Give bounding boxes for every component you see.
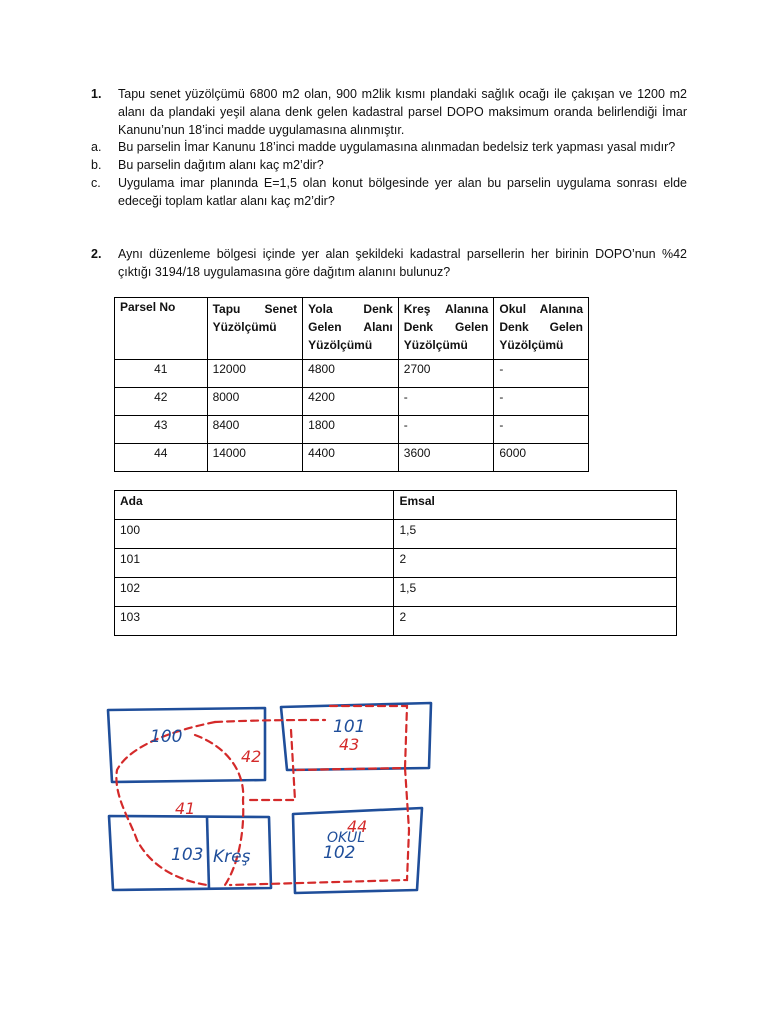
cell-yol: 4800 (303, 360, 399, 388)
kres-divider (207, 817, 209, 889)
cell-okul: - (494, 416, 589, 444)
label-parcel-43: 43 (339, 735, 360, 754)
cell-yol: 4400 (303, 444, 399, 472)
label-okul: OKUL (327, 830, 366, 846)
cell-parsel: 41 (115, 360, 208, 388)
cell-emsal: 1,5 (394, 578, 677, 607)
question-2-number: 2. (91, 247, 102, 261)
label-ada-103: 103 (171, 845, 204, 865)
table-row (115, 578, 677, 607)
label-ada-101: 101 (333, 717, 366, 737)
question-2 (91, 245, 687, 281)
cell-yol: 4200 (303, 388, 399, 416)
cell-kres: - (398, 416, 494, 444)
parcel-sketch (95, 690, 455, 910)
header-parsel-no: Parsel No (115, 298, 208, 360)
label-ada-100: 100 (150, 727, 183, 747)
label-parcel-41: 41 (175, 799, 196, 818)
label-parcel-44: 44 (347, 817, 368, 836)
item-label: a. (91, 140, 102, 154)
item-text: Bu parselin İmar Kanunu 18’inci madde uygulamasına alınmadan bedelsiz terk yapması yasal mıdır? (118, 140, 676, 154)
header-emsal: Emsal (394, 491, 677, 520)
cell-emsal: 1,5 (394, 520, 677, 549)
cell-tapu: 14000 (207, 444, 303, 472)
cell-ada: 101 (115, 549, 394, 578)
label-parcel-42: 42 (241, 747, 262, 766)
cell-ada: 102 (115, 578, 394, 607)
table-row (115, 607, 677, 636)
table-row (115, 388, 589, 416)
header-kres: Kreş Alanına Denk Gelen Yüzölçümü (398, 298, 494, 360)
parcel-table-header (115, 298, 589, 360)
cell-okul: - (494, 360, 589, 388)
cell-tapu: 8000 (207, 388, 303, 416)
cell-tapu: 12000 (207, 360, 303, 388)
table-row (115, 444, 589, 472)
cell-tapu: 8400 (207, 416, 303, 444)
cell-yol: 1800 (303, 416, 399, 444)
cell-kres: 3600 (398, 444, 494, 472)
table-row (115, 549, 677, 578)
cell-emsal: 2 (394, 549, 677, 578)
cell-parsel: 44 (115, 444, 208, 472)
item-label: c. (91, 176, 101, 190)
parcel-table (114, 297, 589, 472)
question-1 (91, 85, 687, 139)
cell-parsel: 42 (115, 388, 208, 416)
cell-okul: - (494, 388, 589, 416)
cell-ada: 100 (115, 520, 394, 549)
cell-okul: 6000 (494, 444, 589, 472)
question-1-number: 1. (91, 87, 102, 101)
table-row (115, 416, 589, 444)
header-ada: Ada (115, 491, 394, 520)
header-okul: Okul Alanına Denk Gelen Yüzölçümü (494, 298, 589, 360)
item-label: b. (91, 158, 102, 172)
cell-kres: - (398, 388, 494, 416)
table-row (115, 360, 589, 388)
table-row (115, 520, 677, 549)
cell-parsel: 43 (115, 416, 208, 444)
header-tapu-senet: Tapu Senet Yüzölçümü (207, 298, 303, 360)
ada-emsal-table (114, 490, 677, 636)
cell-emsal: 2 (394, 607, 677, 636)
question-1-text: Tapu senet yüzölçümü 6800 m2 olan, 900 m2lik kısmı plandaki sağlık ocağı ile çakışan ve 1200 m2 alanı da plandaki yeşil alana denk gelen kadastral parsel DOPO maksimum oranda belirlendiği İmar Kanunu’nun 18’inci madde uygulamasına alınmıştır. (118, 87, 687, 137)
item-text: Uygulama imar planında E=1,5 olan konut bölgesinde yer alan bu parselin uygulama sonrası elde edeceği toplam katlar alanı kaç m2’dir? (118, 176, 687, 208)
label-ada-102: 102 (323, 843, 356, 863)
parcel-44-outline (230, 768, 409, 885)
ada-100-block (108, 708, 265, 782)
item-text: Bu parselin dağıtım alanı kaç m2’dir? (118, 158, 324, 172)
cell-ada: 103 (115, 607, 394, 636)
cell-kres: 2700 (398, 360, 494, 388)
header-yola-denk: Yola Denk Gelen Alanı Yüzölçümü (303, 298, 399, 360)
label-kres: Kreş (213, 847, 251, 867)
question-2-text: Aynı düzenleme bölgesi içinde yer alan şekildeki kadastral parsellerin her birinin DOPO’nun %42 çıktığı 3194/18 uygulamasına göre dağıtım alanını bulunuz? (118, 247, 687, 279)
ada-table-header (115, 491, 677, 520)
